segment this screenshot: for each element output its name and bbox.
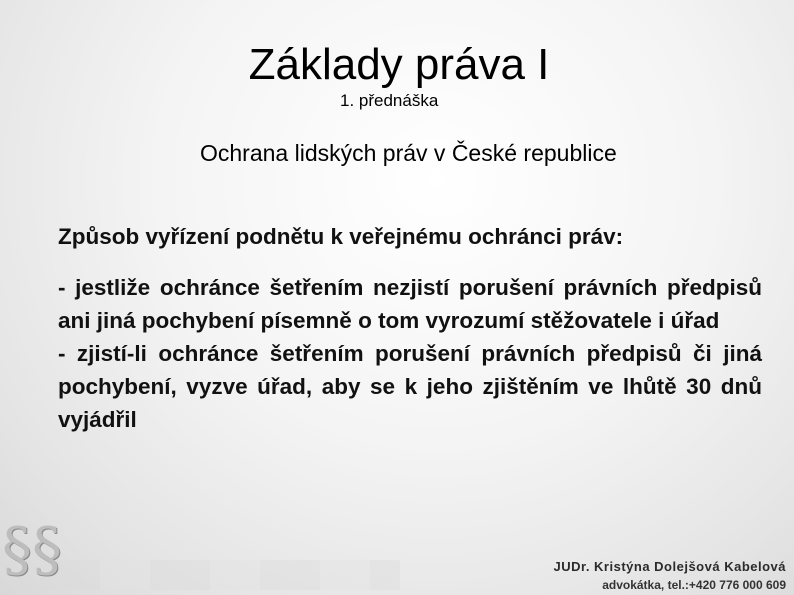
footer-decoration [40,560,400,590]
footer-contact: advokátka, tel.:+420 776 000 609 [602,578,786,592]
slide-heading: Ochrana lidských práv v České republice [200,140,617,166]
slide-subtitle: 1. přednáška [340,91,439,110]
slide-body [58,220,762,436]
body-intro: Způsob vyřízení podnětu k veřejnému ochránci práv: [58,224,624,249]
bullet-point: - jestliže ochránce šetřením nezjistí porušení právních předpisů ani jiná pochybení písemně o tom vyrozumí stěžovatele i úřad [58,275,762,333]
footer-author: JUDr. Kristýna Dolejšová Kabelová [553,559,786,574]
bullet-point: - zjistí-li ochránce šetřením porušení právních předpisů či jiná pochybení, vyzve úřad, aby se k jeho zjištěním ve lhůtě 30 dnů vyjádřil [58,341,762,432]
footer [553,557,786,595]
slide-title: Základy práva I [248,40,550,89]
section-sign-icon: §§ [2,515,62,585]
